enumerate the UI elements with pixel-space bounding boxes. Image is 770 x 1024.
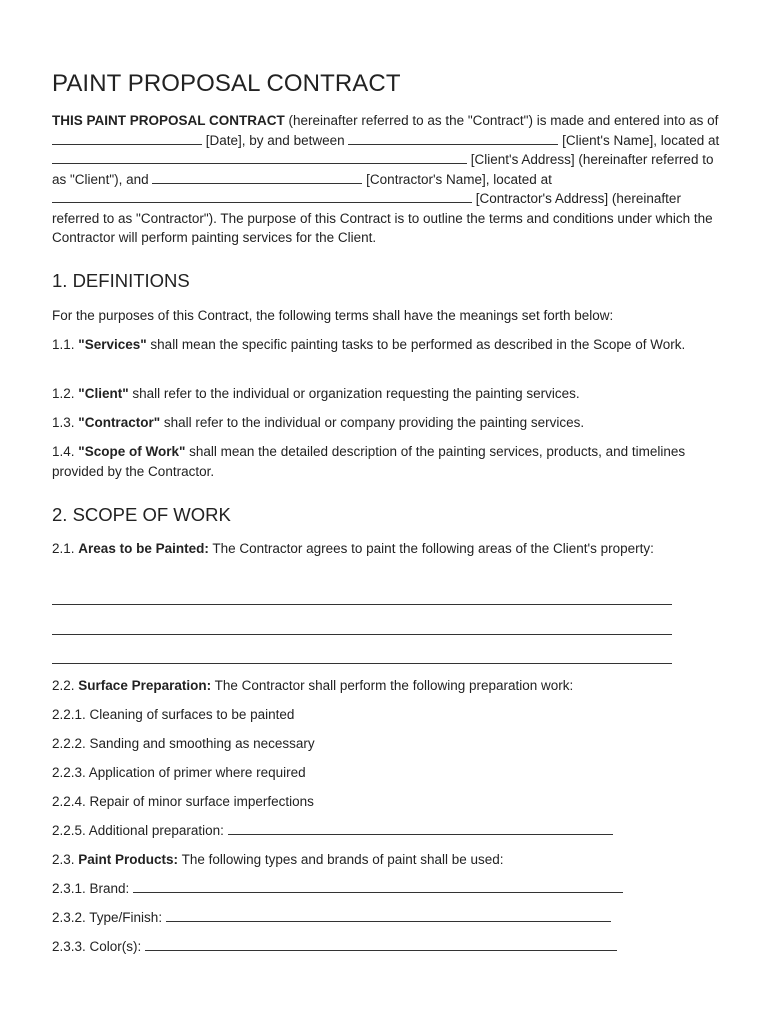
prep-item: 2.2.2. Sanding and smoothing as necessary <box>52 736 315 751</box>
client-name-blank[interactable] <box>348 132 558 145</box>
areas-to-be-painted <box>52 539 722 559</box>
intro-text-3: [Client's Name], located at <box>562 132 720 148</box>
intro-text-1: (hereinafter referred to as the "Contract") is made and entered into as of <box>288 113 719 128</box>
definition-client <box>52 384 722 404</box>
type-finish-blank[interactable] <box>166 909 611 922</box>
paint-products <box>52 850 722 870</box>
clause-term: Surface Preparation: <box>78 678 212 693</box>
intro-lead: THIS PAINT PROPOSAL CONTRACT <box>52 113 285 128</box>
intro-text-2: [Date], by and between <box>205 132 345 148</box>
colors-blank[interactable] <box>145 938 617 951</box>
clause-text: The Contractor agrees to paint the following areas of the Client's property: <box>212 541 654 556</box>
definition-term: "Services" <box>78 337 147 352</box>
definition-number: 1.1. <box>52 337 75 352</box>
intro-paragraph <box>52 111 722 248</box>
scope-heading: 2. SCOPE OF WORK <box>52 504 231 525</box>
definition-services <box>52 335 722 355</box>
definition-text: shall refer to the individual or company providing the painting services. <box>163 415 585 430</box>
additional-preparation <box>52 821 722 841</box>
type-finish-field <box>52 908 722 928</box>
definition-text: shall mean the detailed description of the painting services, products, and timelines provided by the Contractor. <box>52 444 686 479</box>
definition-text: shall mean the specific painting tasks to be performed as described in the Scope of Work. <box>150 337 686 352</box>
area-blank-line-2[interactable] <box>52 634 672 635</box>
definition-number: 1.3. <box>52 415 75 430</box>
clause-number: 2.1. <box>52 541 75 556</box>
clause-number: 2.2. <box>52 678 75 693</box>
colors-label: 2.3.3. Color(s): <box>52 939 142 954</box>
date-blank[interactable] <box>52 132 202 145</box>
brand-field <box>52 879 722 899</box>
document-title: PAINT PROPOSAL CONTRACT <box>52 70 401 97</box>
prep-item: 2.2.4. Repair of minor surface imperfections <box>52 794 314 809</box>
intro-text-5: [Contractor's Name], located at <box>366 171 552 187</box>
contractor-name-blank[interactable] <box>152 171 362 184</box>
area-blank-line-3[interactable] <box>52 663 672 664</box>
clause-text: The Contractor shall perform the following preparation work: <box>214 678 574 693</box>
definition-term: "Scope of Work" <box>78 444 186 459</box>
contractor-address-blank[interactable] <box>52 190 472 203</box>
definitions-intro: For the purposes of this Contract, the following terms shall have the meanings set forth below: <box>52 308 614 323</box>
prep-item: 2.2.3. Application of primer where required <box>52 765 306 780</box>
intro-text-4: [Client's Address] (hereinafter referred to as "Client"), and <box>52 152 714 187</box>
clause-term: Areas to be Painted: <box>78 541 209 556</box>
definitions-heading: 1. DEFINITIONS <box>52 270 190 291</box>
additional-preparation-blank[interactable] <box>228 822 613 835</box>
brand-blank[interactable] <box>133 880 623 893</box>
definition-term: "Client" <box>78 386 129 401</box>
clause-number: 2.3. <box>52 852 75 867</box>
client-address-blank[interactable] <box>52 151 467 164</box>
definition-contractor <box>52 413 722 433</box>
prep-item: 2.2.1. Cleaning of surfaces to be painted <box>52 707 295 722</box>
surface-preparation <box>52 676 722 696</box>
definition-text: shall refer to the individual or organization requesting the painting services. <box>132 386 580 401</box>
clause-text: The following types and brands of paint shall be used: <box>181 852 504 867</box>
area-blank-line-1[interactable] <box>52 604 672 605</box>
definition-number: 1.4. <box>52 444 75 459</box>
clause-term: Paint Products: <box>78 852 179 867</box>
type-finish-label: 2.3.2. Type/Finish: <box>52 910 163 925</box>
additional-preparation-label: 2.2.5. Additional preparation: <box>52 823 224 838</box>
definition-number: 1.2. <box>52 386 75 401</box>
colors-field <box>52 937 722 957</box>
definition-scope-of-work <box>52 442 722 481</box>
definition-term: "Contractor" <box>78 415 161 430</box>
brand-label: 2.3.1. Brand: <box>52 881 130 896</box>
intro-text-6: [Contractor's Address] (hereinafter referred to as "Contractor"). The purpose of this Contract is to outline the terms and conditions under which the Contractor will perform painting services for the Client. <box>52 191 713 245</box>
